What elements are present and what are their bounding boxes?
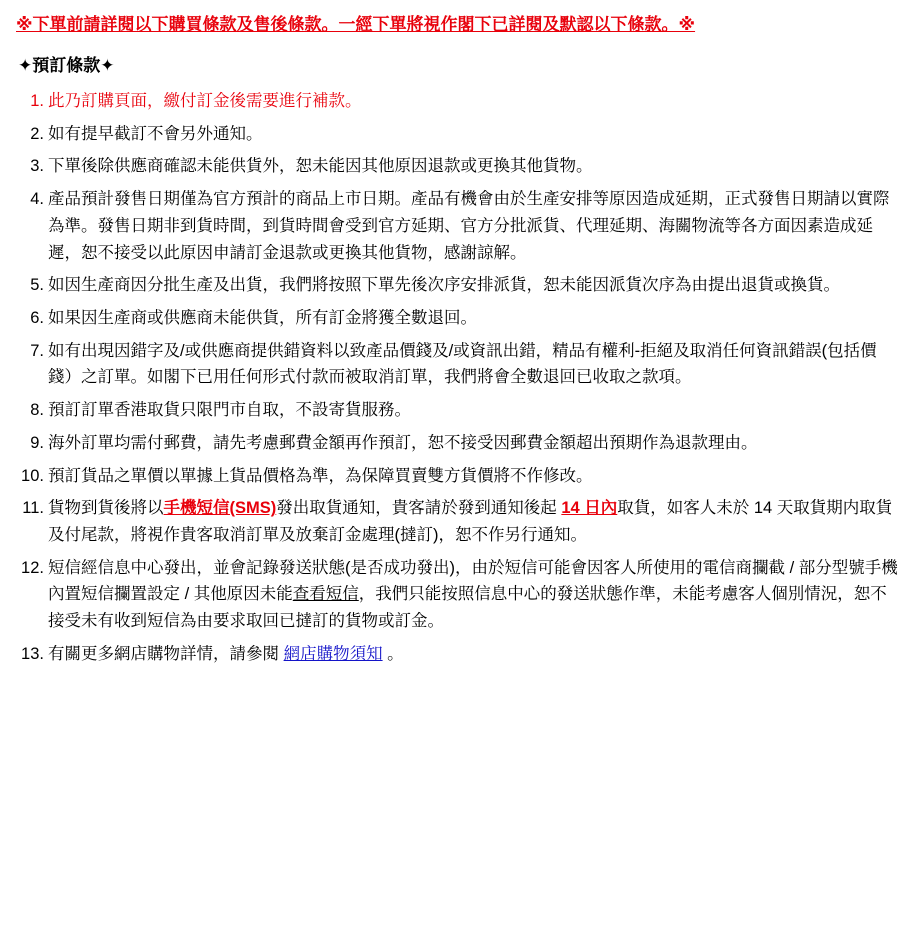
term-text: 如有提早截訂不會另外通知。 (48, 124, 263, 143)
term-item (14, 338, 899, 391)
term-item (14, 430, 899, 457)
term-text: 如因生產商因分批生產及出貨，我們將按照下單先後次序安排派貨，恕未能因派貨次序為由提出退貨或換貨。 (48, 276, 840, 295)
term-item (14, 88, 899, 115)
term-item (14, 641, 899, 668)
term-item (14, 397, 899, 424)
term-text: 產品預計發售日期僅為官方預計的商品上市日期。產品有機會由於生產安排等原因造成延期，正式發售日期請以實際為準。發售日期非到貨時間，到貨時間會受到官方延期、官方分批派貨、代理延期、海關物流等各方面因素造成延遲，恕不接受以此原因申請訂金退款或更換其他貨物，感謝諒解。 (48, 190, 890, 262)
term-text: 如果因生產商或供應商未能供貨，所有訂金將獲全數退回。 (48, 308, 477, 327)
term-text: 有關更多網店購物詳情，請參閱 (48, 644, 284, 663)
term-item (14, 495, 899, 548)
term-text: ，我們只能按照信息中心的發送狀態作準，未能考慮客人個別情況，恕不接受未有收到短信為由要求取回已撻訂的貨物或訂金。 (48, 585, 887, 631)
term-text: 此乃訂購頁面，繳付訂金後需要進行補款。 (48, 91, 362, 110)
term-item (14, 305, 899, 332)
term-text: 預訂訂單香港取貨只限門市自取，不設寄貨服務。 (48, 401, 411, 420)
term-text: 下單後除供應商確認未能供貨外，恕未能因其他原因退款或更換其他貨物。 (48, 157, 593, 176)
term-text: 發出取貨通知，貴客請於發到通知後起 (276, 499, 562, 518)
term-text: 海外訂單均需付郵費，請先考慮郵費金額再作預訂，恕不接受因郵費金額超出預期作為退款理由。 (48, 433, 758, 452)
page-title: ✦預訂條款✦ (18, 55, 115, 75)
emphasis-text: 手機短信(SMS) (163, 499, 277, 518)
term-item (14, 555, 899, 635)
term-text: 。 (382, 644, 404, 663)
term-item (14, 186, 899, 266)
terms-list (14, 88, 899, 668)
emphasis-text: 查看短信 (292, 585, 359, 604)
term-item (14, 153, 899, 180)
term-item (14, 121, 899, 148)
term-text: 貨物到貨後將以 (48, 499, 164, 518)
term-text: 取貨，如客人未於 14 天取貨期内取貨及付尾款，將視作貴客取消訂單及放棄訂金處理(撻訂)，恕不作另行通知。 (48, 499, 893, 544)
term-text: 預訂貨品之單價以單據上貨品價格為準，為保障買賣雙方貨價將不作修改。 (48, 466, 593, 485)
emphasis-text: 14 日內 (561, 499, 618, 518)
shopping-guide-link[interactable]: 網店購物須知 (283, 644, 383, 663)
purchase-notice-banner: ※下單前請詳閱以下購買條款及售後條款。一經下單將視作閣下已詳閱及默認以下條款。※ (16, 15, 696, 34)
term-text: 如有出現因錯字及/或供應商提供錯資料以致產品價錢及/或資訊出錯，精品有權利-拒絕及取消任何資訊錯誤(包括價錢）之訂單。如閣下已用任何形式付款而被取消訂單，我們將會全數退回已收取之款項。 (48, 341, 877, 387)
term-item (14, 272, 899, 299)
term-text: 短信經信息中心發出，並會記錄發送狀態(是否成功發出)，由於短信可能會因客人所使用的電信商攔截 / 部分型號手機內置短信攔置設定 / 其他原因未能 (48, 558, 898, 604)
term-item (14, 463, 899, 490)
